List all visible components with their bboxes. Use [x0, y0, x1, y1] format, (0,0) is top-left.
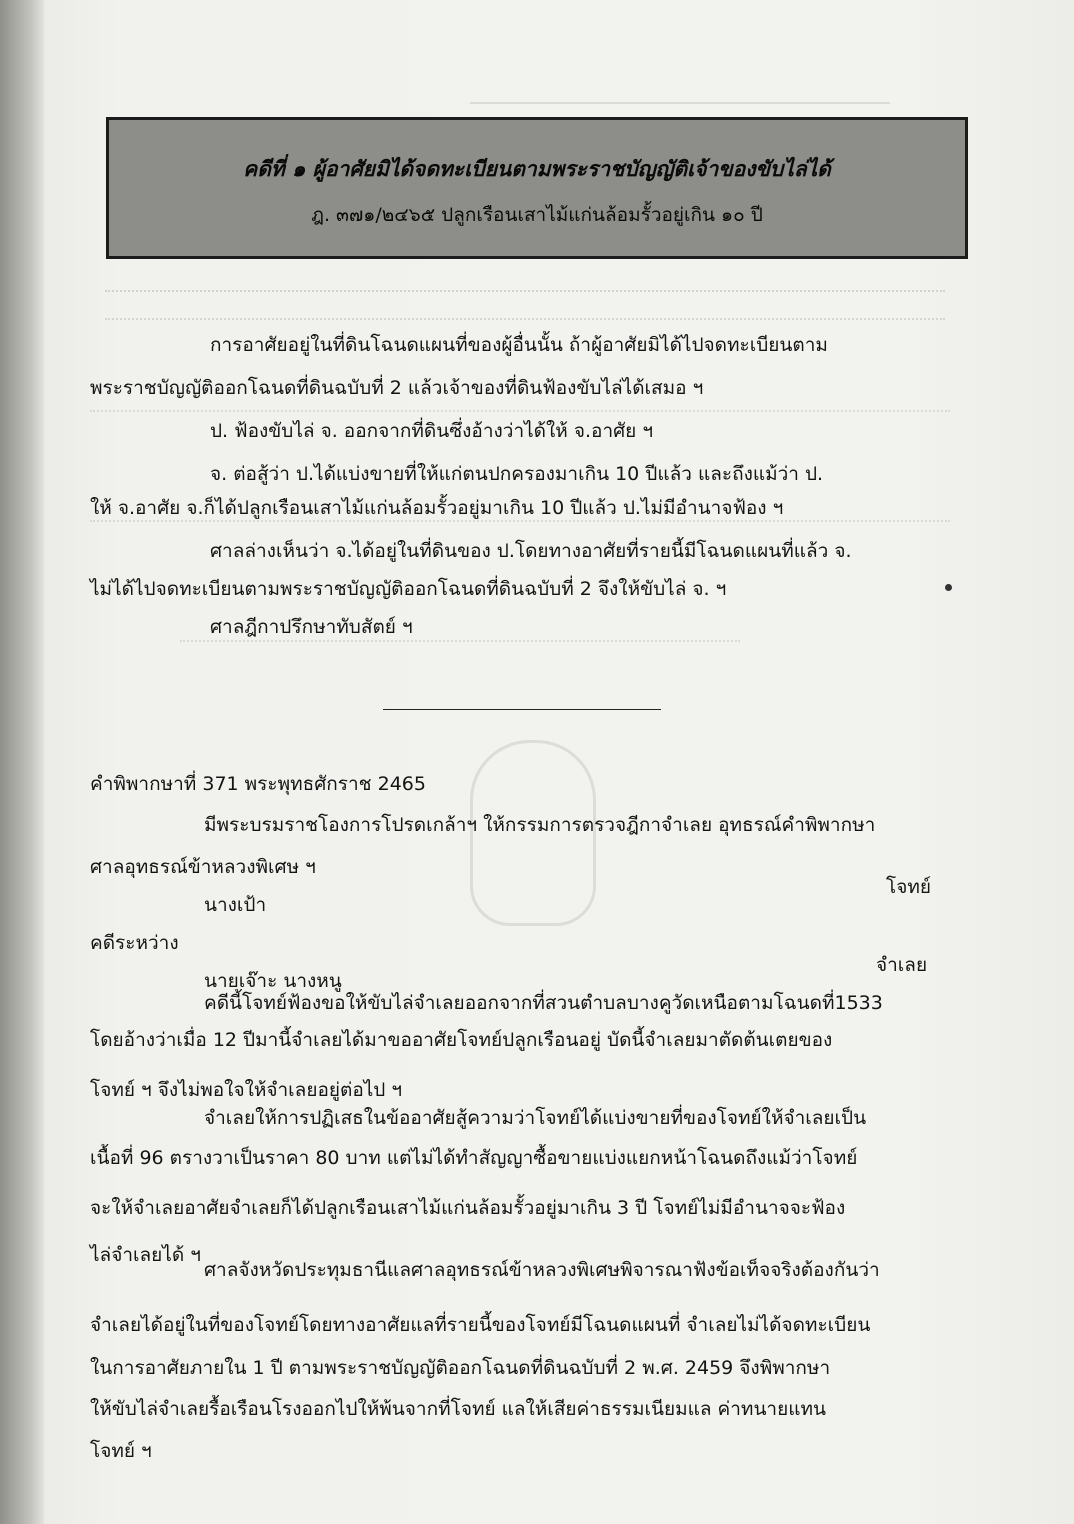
judgment-para-1-line-2: โดยอ้างว่าเมื่อ 12 ปีมานี้จำเลยได้มาขออาศัยโจทย์ปลูกเรือนอยู่ บัดนี้จำเลยมาตัดต้นเตยของ: [90, 1029, 833, 1051]
bleed-through-mark: [470, 88, 890, 104]
plaintiff-name: นางเป้า: [204, 894, 267, 916]
summary-paragraph-4-line-1: ศาลล่างเห็นว่า จ.ได้อยู่ในที่ดินของ ป.โดยทางอาศัยที่รายนี้มีโฉนดแผนที่แล้ว จ.: [210, 540, 852, 562]
case-title: คดีที่ ๑ ผู้อาศัยมิได้จดทะเบียนตามพระราชบัญญัติเจ้าของขับไล่ได้: [243, 157, 831, 181]
summary-paragraph-5: ศาลฎีกาปรึกษาทับสัตย์ ฯ: [210, 616, 413, 638]
parties-between-label: คดีระหว่าง: [90, 932, 179, 954]
bleed-through-mark: [105, 318, 945, 322]
judgment-para-3-line-5: โจทย์ ฯ: [90, 1440, 152, 1462]
judgment-para-2-line-3: จะให้จำเลยอาศัยจำเลยก็ได้ปลูกเรือนเสาไม้แก่นล้อมรั้วอยู่มาเกิน 3 ปี โจทย์ไม่มีอำนาจจะฟ้อง: [90, 1197, 846, 1219]
case-citation: ฎ. ๓๗๑/๒๔๖๕ ปลูกเรือนเสาไม้แก่นล้อมรั้วอยู่เกิน ๑๐ ปี: [311, 204, 763, 226]
judgment-intro-line-1: มีพระบรมราชโองการโปรดเกล้าฯ ให้กรรมการตรวจฎีกาจำเลย อุทธรณ์คำพิพากษา: [204, 814, 876, 836]
judgment-para-3-line-2: จำเลยได้อยู่ในที่ของโจทย์โดยทางอาศัยแลที่รายนี้ของโจทย์มีโฉนดแผนที่ จำเลยไม่ได้จดทะเบียน: [90, 1314, 871, 1336]
judgment-para-1-line-1: คดีนี้โจทย์ฟ้องขอให้ขับไล่จำเลยออกจากที่สวนตำบลบางคูวัดเหนือตามโฉนดที่1533: [204, 992, 883, 1014]
judgment-para-2-line-4: ไล่จำเลยได้ ฯ: [90, 1244, 201, 1266]
judgment-para-2-line-2: เนื้อที่ 96 ตรางวาเป็นราคา 80 บาท แต่ไม่ได้ทำสัญญาซื้อขายแบ่งแยกหน้าโฉนดถึงแม้ว่าโจทย์: [90, 1147, 858, 1169]
summary-paragraph-1-line-1: การอาศัยอยู่ในที่ดินโฉนดแผนที่ของผู้อื่นนั้น ถ้าผู้อาศัยมิได้ไปจดทะเบียนตาม: [210, 334, 828, 356]
section-divider: [383, 709, 661, 710]
judgment-para-2-line-1: จำเลยให้การปฏิเสธในข้ออาศัยสู้ความว่าโจทย์ได้แบ่งขายที่ของโจทย์ให้จำเลยเป็น: [204, 1107, 867, 1129]
summary-paragraph-2: ป. ฟ้องขับไล่ จ. ออกจากที่ดินซึ่งอ้างว่าได้ให้ จ.อาศัย ฯ: [210, 420, 654, 442]
summary-paragraph-4-line-2: ไม่ได้ไปจดทะเบียนตามพระราชบัญญัติออกโฉนดที่ดินฉบับที่ 2 จึงให้ขับไล่ จ. ฯ: [90, 578, 727, 600]
judgment-para-3-line-4: ให้ขับไล่จำเลยรื้อเรือนโรงออกไปให้พ้นจากที่โจทย์ แลให้เสียค่าธรรมเนียมแล ค่าทนายแทน: [90, 1398, 826, 1420]
plaintiff-role: โจทย์: [886, 876, 931, 898]
bleed-through-mark: [90, 410, 950, 414]
book-spine-shadow: [0, 0, 44, 1524]
defendant-names: นายเจ๊าะ นางหนู: [204, 970, 342, 992]
summary-paragraph-3-line-2: ให้ จ.อาศัย จ.ก็ได้ปลูกเรือนเสาไม้แก่นล้อมรั้วอยู่มาเกิน 10 ปีแล้ว ป.ไม่มีอำนาจฟ้อง ฯ: [90, 497, 784, 519]
judgment-number-line: คำพิพากษาที่ 371 พระพุทธศักราช 2465: [90, 773, 426, 795]
defendant-role: จำเลย: [876, 954, 928, 976]
bleed-through-mark: [105, 290, 945, 294]
judgment-para-1-line-3: โจทย์ ฯ จึงไม่พอใจให้จำเลยอยู่ต่อไป ฯ: [90, 1079, 403, 1101]
ink-speck: [945, 584, 952, 591]
judgment-para-3-line-3: ในการอาศัยภายใน 1 ปี ตามพระราชบัญญัติออกโฉนดที่ดินฉบับที่ 2 พ.ศ. 2459 จึงพิพากษา: [90, 1357, 831, 1379]
judgment-intro-line-2: ศาลอุทธรณ์ข้าหลวงพิเศษ ฯ: [90, 856, 316, 878]
summary-paragraph-3-line-1: จ. ต่อสู้ว่า ป.ได้แบ่งขายที่ให้แก่ตนปกครองมาเกิน 10 ปีแล้ว และถึงแม้ว่า ป.: [210, 463, 824, 485]
judgment-para-3-line-1: ศาลจังหวัดประทุมธานีแลศาลอุทธรณ์ข้าหลวงพิเศษพิจารณาฟังข้อเท็จจริงต้องกันว่า: [204, 1259, 880, 1281]
case-header-box: [106, 117, 968, 259]
summary-paragraph-1-line-2: พระราชบัญญัติออกโฉนดที่ดินฉบับที่ 2 แล้วเจ้าของที่ดินฟ้องขับไล่ได้เสมอ ฯ: [90, 377, 704, 399]
